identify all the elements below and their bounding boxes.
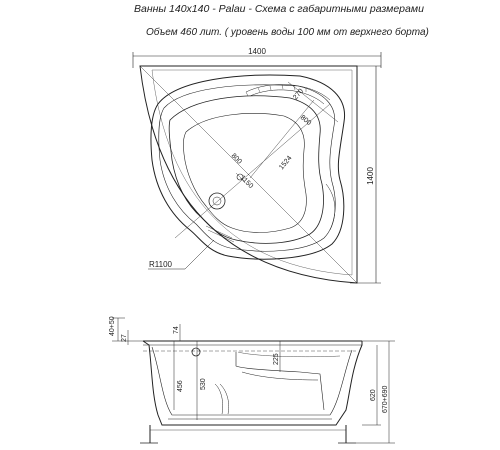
volume-note: Объем 460 лит. ( уровень воды 100 мм от верхнего борта) [146, 27, 429, 38]
side-dim-74: 74 [173, 326, 180, 334]
dim-800-diagonal: 800 [229, 152, 243, 166]
side-dim-620: 620 [370, 389, 377, 401]
side-dim-40-50: 40+50 [109, 316, 116, 336]
diagram-title: Ванны 140х140 - Palau - Схема с габаритными размерами [134, 3, 424, 15]
side-dim-530: 530 [200, 378, 207, 390]
plan-view [133, 52, 381, 283]
plan-width-label: 1400 [248, 47, 266, 56]
dim-1524: 1524 [278, 154, 294, 172]
side-dim-27: 27 [121, 334, 128, 342]
dim-270: 270 [292, 87, 306, 102]
side-dim-456: 456 [177, 380, 184, 392]
radius-label: R1100 [149, 260, 172, 269]
overflow-fitting-icon [192, 348, 200, 356]
plan-height-label: 1400 [366, 167, 375, 185]
drain-icon [209, 193, 225, 209]
dim-1150: 1150 [238, 174, 255, 191]
side-view [112, 318, 395, 443]
side-dim-670-690: 670+690 [382, 385, 389, 413]
grip-strip [206, 85, 306, 242]
side-dim-225: 225 [273, 353, 280, 365]
dim-800-right: 800 [298, 114, 313, 128]
